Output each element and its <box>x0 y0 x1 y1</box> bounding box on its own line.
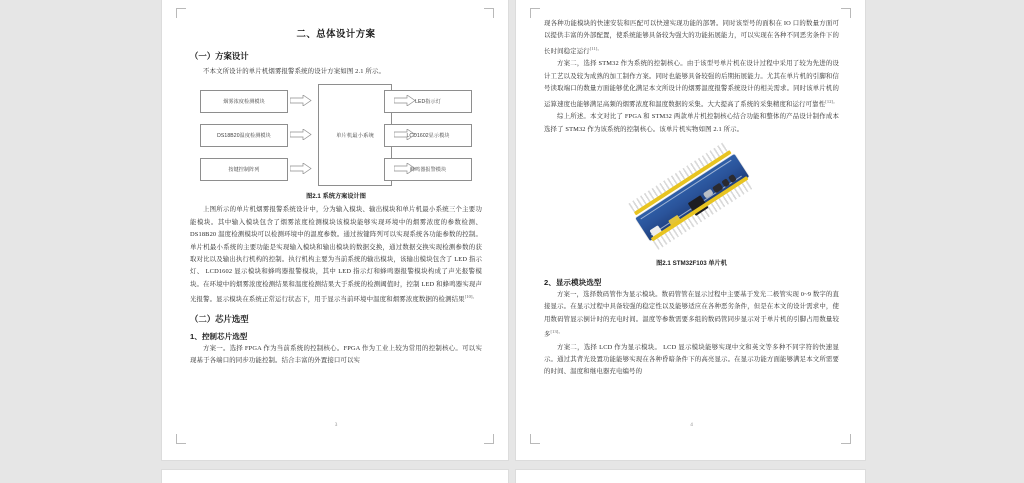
figure-caption-2-1: 图2.1 系统方案设计图 <box>306 193 366 201</box>
page-4-content <box>544 18 839 434</box>
diagram-box-smoke-sensor: 烟雾浓度检测模块 <box>200 90 288 113</box>
right-arrow-icon <box>394 163 416 174</box>
diagram-box-lcd-display: LCD1602显示模块 <box>384 124 472 147</box>
paragraph-conclusion: 综上所述。本文对比了 FPGA 和 STM32 两款单片机控制核心结合功能和整体的产品设计制作成本选择了 STM32 作为该系统的控制核心。该单片机实物如图 2.1 所示。 <box>544 113 839 133</box>
heading-display-module-selection: 2、显示模块选型 <box>544 277 602 287</box>
paragraph-after-figure-text: 上图所示的单片机烟雾报警系统设计中，分为输入模块、输出模块和单片机最小系统三个主要功能模块。其中输入模块包含了烟雾浓度检测模块该模块能够实现环境中的烟雾浓度的参数检测、DS18B20 温度检测模块可以检测环境中的温度参数。通过按键阵列可以实现系统各功能参数的控制。单片机最小系统的主要功能是实现输入模块和输出模块的数据交换，通过数据交换实现检测参数的获取对比以及输出执行机构的控制。执行机构主要为当前系统的输出模块，该输出模块包含了 LED 指示灯、 LCD1602 显示模块和蜂鸣器报警模块，其中 LED 指示灯和蜂鸣器报警模块构成了声光报警模块。在环境中的烟雾浓度检测结果和温度检测结果大于系统的检测阈值时，控制 LED 和蜂鸣器实现声光报警。显示模块在系统正常运行状态下，用于显示当前环境中温度和烟雾浓度数据的检测结果 <box>190 206 482 304</box>
paragraph-segment-display-option <box>544 289 839 342</box>
intro-paragraph: 不本文所设计的单片机烟雾报警系统的设计方案如图 2.1 所示。 <box>203 68 385 75</box>
reference-marker: [10]。 <box>464 294 478 300</box>
right-arrow-icon <box>290 129 312 140</box>
paragraph-stm32-option-text: 方案二，选择 STM32 作为系统的控制核心。由于该型号单片机在设计过程中采用了较为先进的设计工艺以及较为成熟的加工制作方案。同时也能够具备较强的后期拓展能力。尤其在单片机的引脚和信号读取端口的数量方面能够优化满足本文所设计的烟雾温度报警系统设计的相关需求。同时该单片机的运算速度也能够满足高频的烟雾浓度和温度数据的采集。大大提高了系统的采集精度和运行可靠性 <box>544 60 839 108</box>
crop-mark-bottom-right <box>841 434 851 444</box>
paragraph-fpga-continued <box>544 18 839 58</box>
diagram-box-temperature-sensor: DS18B20温度检测模块 <box>200 124 288 147</box>
paragraph-fpga-continued-text: 现各种功能模块的快速安装和匹配可以快速实现功能的部署。同时该型号的面积在 IO 口的数量方面可以提供丰富的外部配置，使系统能够具备较为强大的功能拓展能力，可以实现在各种不同恶劣条件下的长时间稳定运行 <box>544 20 839 55</box>
heading-scheme-design: （一）方案设计 <box>190 51 249 61</box>
reference-marker: [12]。 <box>825 98 838 104</box>
crop-mark-top-right <box>484 8 494 18</box>
paragraph-stm32-option <box>544 58 839 111</box>
crop-mark-bottom-left <box>530 434 540 444</box>
document-page-3[interactable] <box>162 0 508 460</box>
page-number: 4 <box>690 422 693 428</box>
paragraph-fpga-option: 方案一。选择 FPGA 作为当前系统的控制核心。FPGA 作为工业上较为常用的控制核心。可以实现基于各端口的同步功能控制。结合丰富的外置接口可以实 <box>190 344 482 365</box>
reference-marker: [13]。 <box>550 329 564 335</box>
diagram-box-key-matrix: 按键控制阵列 <box>200 158 288 181</box>
right-arrow-icon <box>290 95 312 106</box>
diagram-box-buzzer-alarm: 蜂鸣器报警模块 <box>384 158 472 181</box>
paragraph-lcd-option: 方案二，选择 LCD 作为显示模块。 LCD 显示模块能够实现中文和英文等多种不同字符的快速显示。通过其背光设置功能能够实现在各种昏暗条件下的高亮显示。在显示功能方面能够满足本文所需要的时间、温度和继电器充电编号的 <box>544 343 839 376</box>
page-3-content <box>190 18 482 434</box>
document-page-next-left[interactable] <box>162 470 508 483</box>
right-arrow-icon <box>394 129 416 140</box>
diagram-box-mcu-core: 单片机最小系统 <box>318 84 392 186</box>
crop-mark-top-left <box>530 8 540 18</box>
page-number: 3 <box>334 422 338 428</box>
figure-caption-stm32: 图2.1 STM32F103 单片机 <box>656 259 727 267</box>
document-page-4[interactable] <box>516 0 865 460</box>
crop-mark-bottom-right <box>484 434 494 444</box>
board-photo-stage <box>607 146 777 250</box>
stm32-board-image <box>629 145 753 248</box>
figure-stm32-board <box>544 142 839 254</box>
crop-mark-bottom-left <box>176 434 186 444</box>
heading-control-chip-selection: 1、控制芯片选型 <box>190 331 248 341</box>
paragraph-segment-display-option-text: 方案一，选择数码管作为显示模块。数码管管在显示过程中主要基于发光二极管实现 0~9 数字的直接显示。在显示过程中具备较强的稳定性以及能够适应在各种恶劣条件，但是在本文的设计需求中，使用数码管显示倒计时的充电时间。温度等参数需要多组的数码管同步显示对于单片机的引脚占用数量较多 <box>544 290 839 339</box>
right-arrow-icon <box>394 95 416 106</box>
system-block-diagram <box>190 84 482 187</box>
page-title: 二、总体设计方案 <box>296 28 376 39</box>
reference-marker: [11]。 <box>589 45 603 51</box>
right-arrow-icon <box>290 163 312 174</box>
heading-chip-selection: （二）芯片选型 <box>190 313 249 324</box>
diagram-box-led-indicator: LED指示灯 <box>384 90 472 113</box>
document-page-next-right[interactable] <box>516 470 865 483</box>
crop-mark-top-left <box>176 8 186 18</box>
crop-mark-top-right <box>841 8 851 18</box>
paragraph-after-figure <box>190 204 482 306</box>
